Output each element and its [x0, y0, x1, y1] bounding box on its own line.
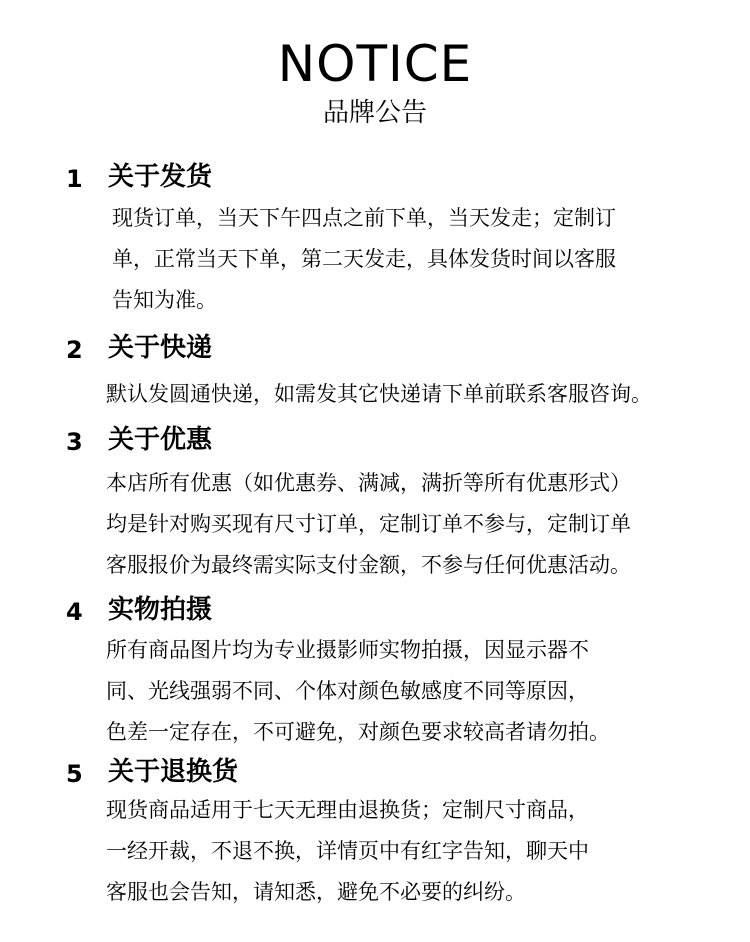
notice-subtitle: 品牌公告: [322, 98, 427, 128]
section-text-line: 默认发圆通快递，如需发其它快递请下单前联系客服咨询。: [106, 382, 652, 406]
section-heading: 关于退换货: [108, 757, 239, 787]
section-number: 4: [66, 598, 83, 626]
section-text-line: 现货订单，当天下午四点之前下单，当天发走；定制订: [112, 206, 616, 230]
section-text-line: 所有商品图片均为专业摄影师实物拍摄，因显示器不: [106, 638, 589, 662]
section-text-line: 一经开裁，不退不换，详情页中有红字告知，聊天中: [106, 839, 589, 863]
section-number: 2: [66, 336, 83, 364]
section-text-line: 单，正常当天下单，第二天发走，具体发货时间以客服: [112, 247, 616, 271]
section-text-line: 均是针对购买现有尺寸订单，定制订单不参与，定制订单: [106, 512, 631, 536]
section-heading: 实物拍摄: [108, 595, 213, 625]
section-text-line: 现货商品适用于七天无理由退换货；定制尺寸商品，: [106, 798, 589, 822]
section-heading: 关于发货: [108, 162, 213, 192]
section-text-line: 同、光线强弱不同、个体对颜色敏感度不同等原因，: [106, 679, 589, 703]
section-number: 5: [66, 760, 83, 788]
section-text-line: 客服也会告知，请知悉，避免不必要的纠纷。: [106, 880, 526, 904]
section-text-line: 客服报价为最终需实际支付金额，不参与任何优惠活动。: [106, 553, 631, 577]
section-heading: 关于优惠: [108, 425, 213, 455]
notice-title: NOTICE: [277, 35, 473, 93]
section-text-line: 告知为准。: [112, 288, 217, 312]
section-number: 1: [66, 165, 83, 193]
section-text-line: 色差一定存在，不可避免，对颜色要求较高者请勿拍。: [106, 720, 610, 744]
section-text-line: 本店所有优惠（如优惠券、满减，满折等所有优惠形式）: [106, 471, 631, 495]
section-number: 3: [66, 428, 83, 456]
section-heading: 关于快递: [108, 333, 213, 363]
